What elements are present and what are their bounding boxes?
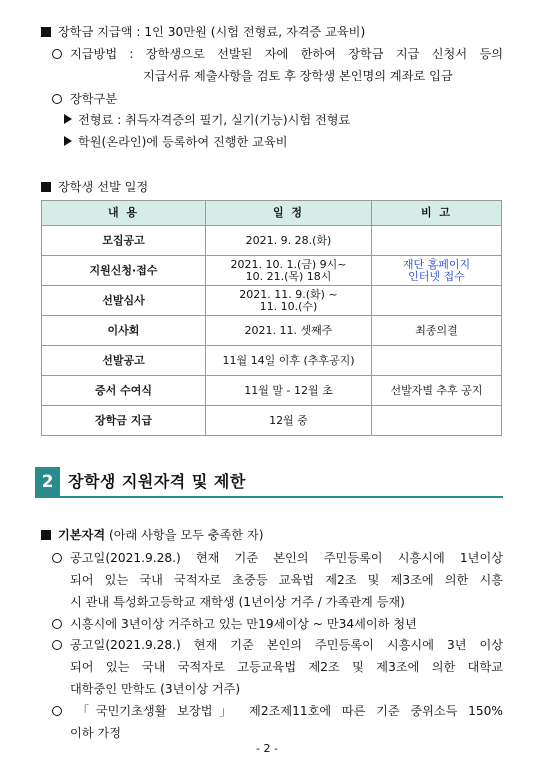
- category-line: 장학구분: [52, 90, 117, 107]
- basic-heading: 기본자격 (아래 사항을 모두 충족한 자): [41, 526, 263, 543]
- basic-item-3-line-3: 대학중인 만학도 (3년이상 거주): [70, 682, 241, 696]
- category-a: 전형료 : 취득자격증의 필기, 실기(기능)시험 전형료: [64, 111, 350, 128]
- circle-bullet-icon: [52, 94, 62, 104]
- table-row: 증서 수여식 11월 말 - 12월 초 선발자별 추후 공지: [42, 376, 502, 406]
- table-header-row: [42, 201, 502, 226]
- section-title: 장학생 지원자격 및 제한: [68, 472, 246, 491]
- table-row: 선발공고 11월 14일 이후 (추후공지): [42, 346, 502, 376]
- page-number: - 2 -: [256, 742, 278, 755]
- basic-item-3-line-2: 되어 있는 국내 국적자로 고등교육법 제2조 및 제3조에 의한 대학교: [70, 660, 503, 674]
- table-row: 모집공고 2021. 9. 28.(화): [42, 226, 502, 256]
- table-row: 이사회 2021. 11. 셋째주 최종의결: [42, 316, 502, 346]
- header-content: 내 용: [42, 201, 206, 226]
- table-row: 장학금 지급 12월 중: [42, 406, 502, 436]
- square-bullet-icon: [41, 27, 51, 37]
- basic-item-1-line-2: 되어 있는 국내 국적자로 초중등 교육법 제2조 및 제3조에 의한 시흥: [70, 573, 503, 587]
- square-bullet-icon: [41, 530, 51, 540]
- basic-item-1-line-1: 공고일(2021.9.28.) 현재 기준 본인의 주민등록이 시흥시에 1년이상: [52, 549, 503, 566]
- triangle-bullet-icon: [64, 136, 72, 146]
- circle-bullet-icon: [52, 619, 62, 629]
- basic-item-4-line-1: 「국민기초생활 보장법」 제2조제11호에 따른 기준 중위소득 150%: [52, 702, 503, 719]
- header-note: 비 고: [372, 201, 502, 226]
- circle-bullet-icon: [52, 706, 62, 716]
- square-bullet-icon: [41, 182, 51, 192]
- method-line-1: 지급방법 : 장학생으로 선발된 자에 한하여 장학금 지급 신청서 등의: [52, 45, 503, 62]
- table-row: 지원신청·접수 2021. 10. 1.(금) 9시~ 10. 21.(목) 18시 재단 홈페이지 인터넷 접수: [42, 256, 502, 286]
- triangle-bullet-icon: [64, 114, 72, 124]
- amount-line: 장학금 지급액 : 1인 30만원 (시험 전형료, 자격증 교육비): [41, 23, 365, 40]
- schedule-table: [41, 200, 502, 436]
- basic-item-4-line-2: 이하 가정: [70, 726, 121, 740]
- circle-bullet-icon: [52, 553, 62, 563]
- basic-item-1-line-3: 시 관내 특성화고등학교 재학생 (1년이상 거주 / 가족관계 등재): [70, 595, 405, 609]
- circle-bullet-icon: [52, 640, 62, 650]
- basic-item-3-line-1: 공고일(2021.9.28.) 현재 기준 본인의 주민등록이 시흥시에 3년 이상: [52, 636, 503, 653]
- table-row: 선발심사 2021. 11. 9.(화) ~ 11. 10.(수): [42, 286, 502, 316]
- method-line-2: 지급서류 제출사항을 검토 후 장학생 본인명의 계좌로 입금: [143, 69, 453, 83]
- section-number-badge: 2: [35, 467, 60, 497]
- header-date: 일 정: [206, 201, 372, 226]
- schedule-title: 장학생 선발 일정: [41, 178, 148, 195]
- basic-item-2: 시흥시에 3년이상 거주하고 있는 만19세이상 ~ 만34세이하 청년: [52, 615, 417, 632]
- circle-bullet-icon: [52, 49, 62, 59]
- category-b: 학원(온라인)에 등록하여 진행한 교육비: [64, 133, 288, 150]
- section-divider: [35, 496, 503, 498]
